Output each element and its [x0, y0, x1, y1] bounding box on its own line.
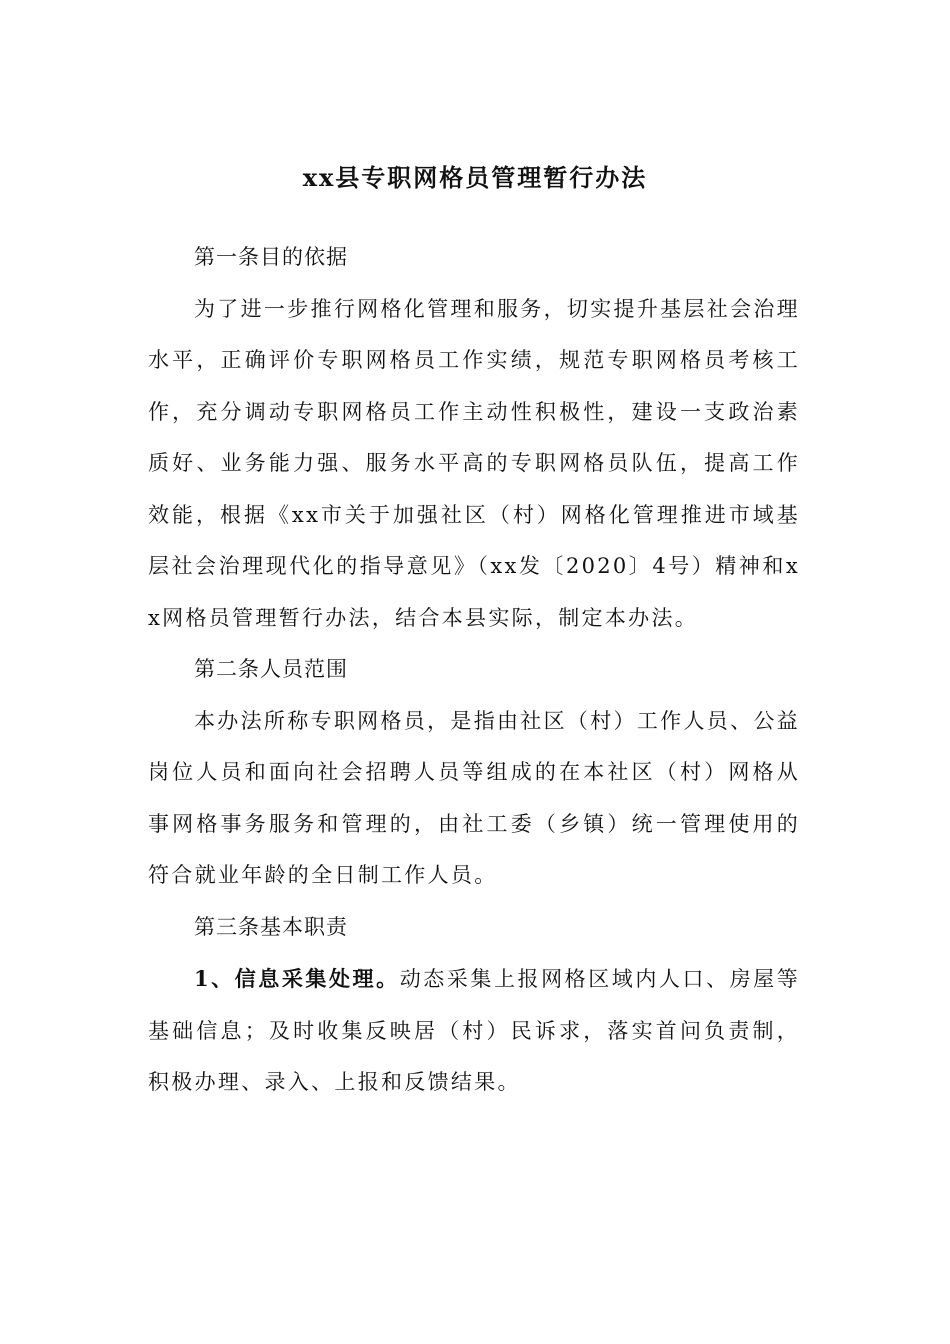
- document-body: [148, 232, 800, 1109]
- item-1-lead: 1、信息采集处理。: [194, 966, 400, 991]
- document-title: xx县专职网格员管理暂行办法: [302, 163, 648, 192]
- section-heading-2: 第二条人员范围: [194, 657, 348, 681]
- section-heading-3: 第三条基本职责: [194, 914, 348, 939]
- section-heading-1: 第一条目的依据: [194, 245, 348, 269]
- item-1-text: 动态采集上报网格区域内人口、房屋等基础信息；及时收集反映居（村）民诉求，落实首问负责制，积极办理、录入、上报和反馈结果。: [148, 967, 800, 1094]
- section-3-item-1: [148, 953, 800, 1109]
- section-1-paragraph: 为了进一步推行网格化管理和服务，切实提升基层社会治理水平，正确评价专职网格员工作实绩，规范专职网格员考核工作，充分调动专职网格员工作主动性积极性，建设一支政治素质好、业务能力强、服务水平高的专职网格员队伍，提高工作效能，根据《xx市关于加强社区（村）网格化管理推进市域基层社会治理现代化的指导意见》（xx发〔2020〕4号）精神和xx网格员管理暂行办法，结合本县实际，制定本办法。: [148, 296, 800, 630]
- section-2-paragraph: 本办法所称专职网格员，是指由社区（村）工作人员、公益岗位人员和面向社会招聘人员等组成的在本社区（村）网格从事网格事务服务和管理的，由社工委（乡镇）统一管理使用的符合就业年龄的全日制工作人员。: [148, 708, 800, 887]
